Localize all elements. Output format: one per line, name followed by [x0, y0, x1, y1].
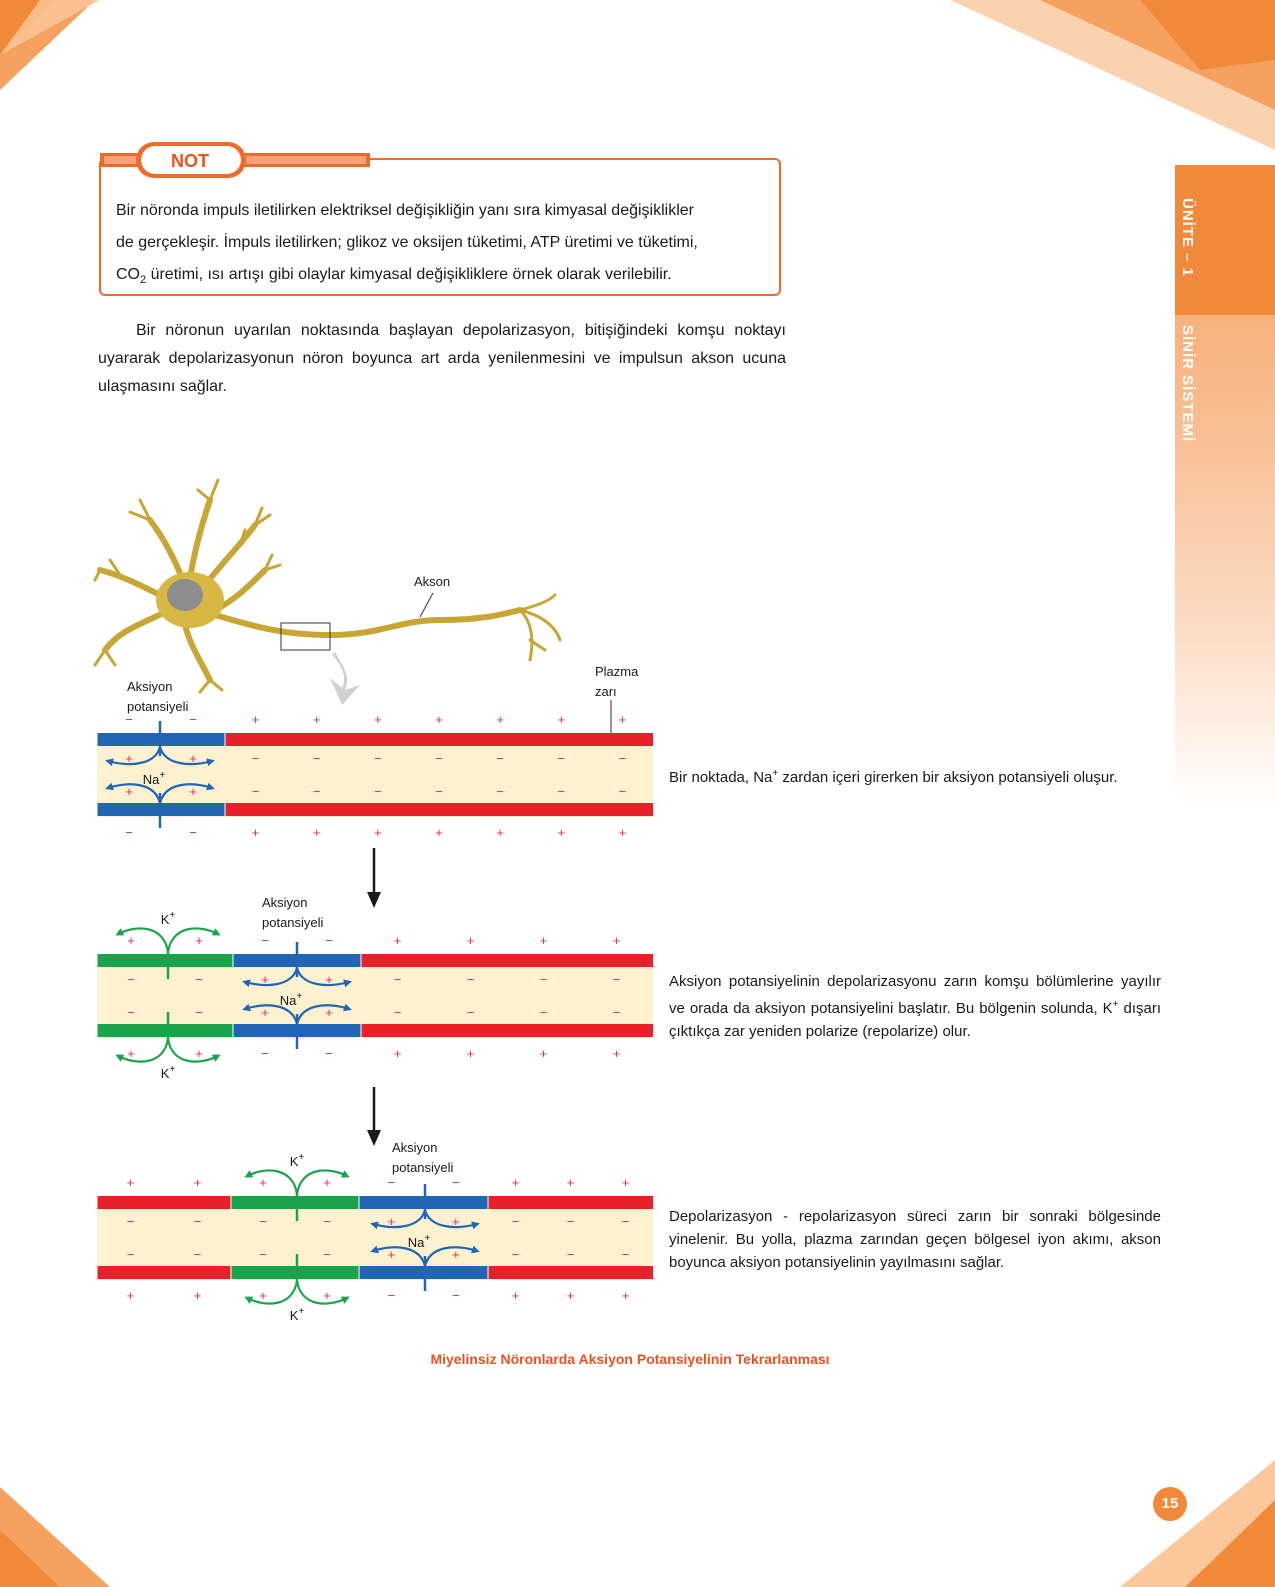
charge: − — [496, 751, 504, 766]
charge: + — [566, 1288, 575, 1303]
charge: − — [539, 1005, 548, 1020]
note-line: Bir nöronda impuls iletilirken elektriksel değişikliğin yanı sıra kimyasal değişiklikler — [116, 202, 694, 219]
charge: + — [393, 933, 402, 948]
k-ion-label: K+ — [289, 1306, 305, 1323]
charge: + — [325, 1005, 333, 1020]
charge: + — [189, 784, 197, 799]
charge: − — [451, 1175, 460, 1190]
charge: − — [195, 1005, 203, 1020]
step3-caption: Depolarizasyon - repolarizasyon süreci zarın bir sonraki bölgesinde yinelenir. Bu yolla, plazma zarından geçen bölgesel iyon akımı, akson boyunca aksiyon potansiyelinin yayılmasını sağlar. — [669, 1208, 1161, 1271]
k-arrow — [118, 1039, 168, 1062]
charge: − — [127, 1005, 135, 1020]
charge: + — [251, 825, 260, 840]
charge: − — [193, 1247, 202, 1262]
charge: + — [511, 1288, 520, 1303]
charge: − — [618, 784, 627, 799]
charge: − — [435, 751, 443, 766]
charge: − — [618, 751, 627, 766]
k-arrow — [297, 1281, 347, 1304]
charge: − — [621, 1214, 630, 1229]
plazma-label: Plazma — [595, 664, 639, 679]
repolarized-membrane-segment — [231, 1266, 359, 1279]
charge: + — [539, 1046, 548, 1061]
note-line: $CO_2$ üretimi, ısı artışı gibi olaylar kimyasal değişikliklere örnek olarak verilebilir. — [116, 266, 672, 287]
charge: − — [127, 972, 135, 987]
charge: + — [435, 825, 443, 840]
charge: − — [374, 784, 382, 799]
nucleus — [167, 579, 203, 611]
charge: − — [261, 1046, 269, 1061]
charge: − — [566, 1247, 575, 1262]
na-ion-label: Na+ — [142, 770, 166, 787]
charge: + — [387, 1214, 396, 1229]
charge: − — [125, 712, 133, 727]
charge: − — [557, 751, 566, 766]
charge: − — [251, 784, 260, 799]
charge: + — [323, 1175, 331, 1190]
note-label: NOT — [171, 151, 209, 171]
charge: + — [621, 1288, 630, 1303]
unit-label: ÜNİTE – 1 — [1179, 198, 1196, 278]
charge: − — [435, 784, 443, 799]
akson-label: Akson — [414, 574, 451, 589]
charge: + — [251, 712, 260, 727]
na-ion-label: Na+ — [279, 991, 303, 1008]
charge: − — [393, 1005, 402, 1020]
charge: − — [387, 1175, 396, 1190]
charge: − — [251, 751, 260, 766]
charge: − — [451, 1288, 460, 1303]
charge: − — [621, 1247, 630, 1262]
charge: − — [374, 751, 382, 766]
charge: − — [312, 784, 321, 799]
charge: − — [325, 933, 333, 948]
charge: − — [466, 1005, 475, 1020]
charge: − — [393, 972, 402, 987]
charge: + — [612, 1046, 621, 1061]
k-arrow — [168, 928, 218, 952]
charge: − — [511, 1214, 520, 1229]
topic-label: SİNİR SİSTEMİ — [1179, 325, 1196, 443]
zari-label: zarı — [595, 684, 617, 699]
charge: + — [466, 933, 475, 948]
aksiyon-label-3: Aksiyon — [392, 1140, 438, 1155]
charge: + — [261, 972, 269, 987]
charge: − — [259, 1214, 267, 1229]
charge: + — [259, 1175, 267, 1190]
charge: + — [566, 1175, 575, 1190]
resting-membrane-segment — [97, 1196, 231, 1209]
charge: + — [374, 712, 382, 727]
resting-membrane-segment — [361, 1024, 653, 1037]
charge: + — [127, 1046, 135, 1061]
aksiyon-label-2: Aksiyon — [262, 895, 308, 910]
resting-membrane-segment — [97, 1266, 231, 1279]
charge: − — [189, 825, 197, 840]
charge: + — [126, 1288, 135, 1303]
charge: − — [612, 1005, 621, 1020]
step-arrow — [367, 1087, 381, 1146]
charge: − — [496, 784, 504, 799]
k-arrow — [247, 1170, 297, 1194]
charge: + — [618, 712, 627, 727]
step-arrow — [367, 848, 381, 908]
charge: − — [126, 1214, 135, 1229]
step2-caption: Aksiyon potansiyelinin depolarizasyonu zarın komşu bölümlerine yayılır ve orada da aksiyon potansiyelini başlatır. Bu bölgenin solunda, K+ dışarı çıktıkça zar yeniden polarize (repolarize) olur. — [669, 973, 1162, 1040]
charge: − — [325, 1046, 333, 1061]
charge: + — [511, 1175, 520, 1190]
charge: + — [125, 784, 133, 799]
aksiyon-label-1: Aksiyon — [127, 679, 173, 694]
charge: + — [618, 825, 627, 840]
charge: − — [557, 784, 566, 799]
membrane-panel-3 — [97, 1152, 653, 1323]
charge: + — [451, 1247, 460, 1262]
step1-caption: Bir noktada, Na+ zardan içeri girerken bir aksiyon potansiyeli oluşur. — [669, 768, 1118, 786]
membrane-panel-1 — [97, 712, 653, 840]
depolarized-membrane-segment — [359, 1196, 488, 1209]
akson-leader — [420, 593, 433, 617]
resting-membrane-segment — [488, 1266, 653, 1279]
repolarized-membrane-segment — [231, 1196, 359, 1209]
charge: − — [323, 1214, 331, 1229]
charge: + — [496, 825, 504, 840]
membrane-panel-2 — [97, 910, 653, 1081]
charge: + — [259, 1288, 267, 1303]
charge: + — [374, 825, 382, 840]
page-number: 15 — [1153, 1487, 1187, 1521]
zoom-arrow — [330, 652, 360, 705]
charge: + — [612, 933, 621, 948]
charge: − — [189, 712, 197, 727]
charge: − — [539, 972, 548, 987]
charge: + — [125, 751, 133, 766]
charge: + — [126, 1175, 135, 1190]
potansiyeli-label-3: potansiyeli — [392, 1160, 454, 1175]
k-ion-label: K+ — [289, 1152, 305, 1169]
charge: + — [195, 1046, 203, 1061]
charge: + — [323, 1288, 331, 1303]
charge: − — [125, 825, 133, 840]
charge: − — [312, 751, 321, 766]
body-paragraph: Bir nöronun uyarılan noktasında başlayan depolarizasyon, bitişiğindeki komşu noktayı uyararak depolarizasyonun nöron boyunca art arda yenilenmesini ve impulsun akson ucuna ulaşmasını sağlar. — [98, 322, 786, 395]
charge: − — [511, 1247, 520, 1262]
charge: + — [189, 751, 197, 766]
charge: + — [312, 712, 321, 727]
charge: + — [539, 933, 548, 948]
charge: + — [435, 712, 443, 727]
charge: + — [325, 972, 333, 987]
repolarized-membrane-segment — [97, 1024, 233, 1037]
resting-membrane-segment — [225, 803, 653, 816]
charge: + — [621, 1175, 630, 1190]
depolarized-membrane-segment — [359, 1266, 488, 1279]
charge: + — [193, 1175, 202, 1190]
resting-membrane-segment — [225, 733, 653, 746]
charge: − — [261, 933, 269, 948]
potansiyeli-label-1: potansiyeli — [127, 699, 189, 714]
potansiyeli-label-2: potansiyeli — [262, 915, 324, 930]
charge: − — [466, 972, 475, 987]
charge: − — [195, 972, 203, 987]
k-arrow — [168, 1039, 218, 1062]
repolarized-membrane-segment — [97, 954, 233, 967]
resting-membrane-segment — [361, 954, 653, 967]
charge: + — [466, 1046, 475, 1061]
charge: + — [557, 712, 566, 727]
charge: − — [387, 1288, 396, 1303]
k-arrow — [118, 928, 168, 952]
k-ion-label: K+ — [160, 910, 176, 927]
charge: + — [312, 825, 321, 840]
charge: + — [393, 1046, 402, 1061]
resting-membrane-segment — [488, 1196, 653, 1209]
charge: + — [496, 712, 504, 727]
charge: + — [557, 825, 566, 840]
charge: − — [612, 972, 621, 987]
charge: − — [126, 1247, 135, 1262]
charge: − — [259, 1247, 267, 1262]
charge: + — [195, 933, 203, 948]
charge: + — [193, 1288, 202, 1303]
na-ion-label: Na+ — [407, 1233, 431, 1250]
figure-title: Miyelinsiz Nöronlarda Aksiyon Potansiyelinin Tekrarlanması — [430, 1351, 830, 1367]
k-ion-label: K+ — [160, 1064, 176, 1081]
charge: − — [566, 1214, 575, 1229]
charge: + — [261, 1005, 269, 1020]
charge: + — [127, 933, 135, 948]
k-arrow — [247, 1281, 297, 1304]
charge: − — [193, 1214, 202, 1229]
k-arrow — [297, 1170, 347, 1194]
charge: − — [323, 1247, 331, 1262]
charge: + — [387, 1247, 396, 1262]
charge: + — [451, 1214, 460, 1229]
note-line: de gerçekleşir. İmpuls iletilirken; glikoz ve oksijen tüketimi, ATP üretimi ve tüketimi, — [116, 234, 698, 251]
